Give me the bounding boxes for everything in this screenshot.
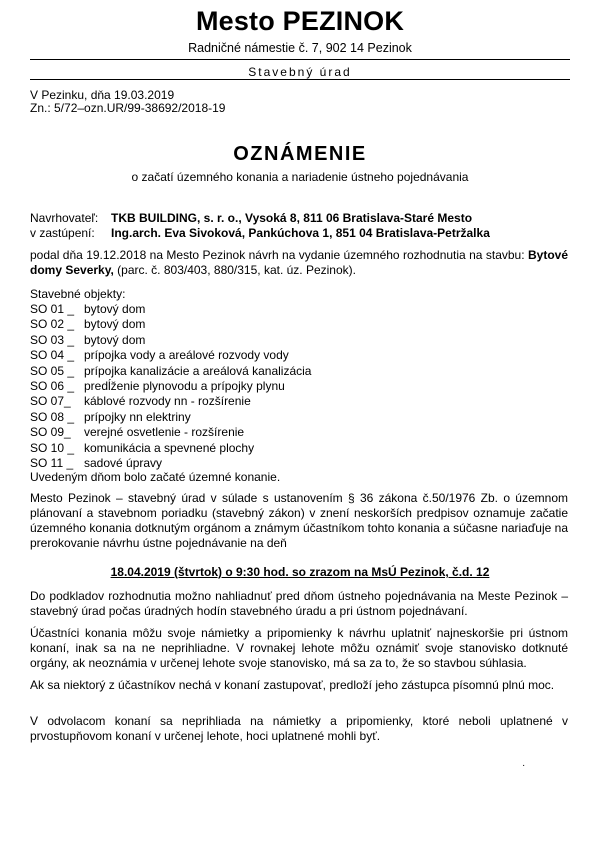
object-name: verejné osvetlenie - rozšírenie [84, 425, 245, 440]
city-address: Radničné námestie č. 7, 902 14 Pezinok [188, 41, 412, 55]
object-name: prípojka kanalizácie a areálová kanalizácia [84, 363, 312, 378]
object-code: SO 11 _ [30, 455, 74, 470]
stray-mark: · [522, 760, 526, 771]
applicant-label: Navrhovateľ: [30, 211, 99, 225]
object-code: SO 10 _ [30, 440, 75, 455]
object-name: komunikácia a spevnené plochy [84, 440, 255, 455]
object-code: SO 07_ [30, 394, 71, 409]
application-text: podal dňa 19.12.2018 na Mesto Pezinok návrh na vydanie územného rozhodnutia na stavbu: [30, 248, 525, 262]
proceeding-started: Uvedeným dňom bolo začaté územné konanie. [30, 470, 281, 484]
applicant-value: TKB BUILDING, s. r. o., Vysoká 8, 811 06 Bratislava-Staré Mesto [111, 211, 473, 225]
object-code: SO 08 _ [30, 409, 75, 424]
objects-heading: Stavebné objekty: [30, 287, 126, 301]
object-name: bytový dom [84, 302, 146, 316]
parcel-numbers: (parc. č. 803/403, 880/315, kat. úz. Pezinok). [117, 263, 356, 277]
header-rule-top [30, 59, 570, 60]
notice-subtitle: o začatí územného konania a nariadenie ústneho pojednávania [131, 170, 469, 184]
hearing-date: 18.04.2019 (štvrtok) o 9:30 hod. so zrazom na MsÚ Pezinok, č.d. 12 [110, 565, 490, 579]
object-name: bytový dom [84, 317, 146, 332]
representative-value: Ing.arch. Eva Sivoková, Pankúchova 1, 851 04 Bratislava-Petržalka [111, 226, 490, 240]
object-code: SO 02 _ [30, 317, 75, 332]
header-rule-bottom [30, 79, 570, 80]
objections-paragraph: Účastníci konania môžu svoje námietky a pripomienky k návrhu uplatniť najneskoršie pri ústnom konaní, inak sa na ne neprihliadne. V rovnakej lehote môžu oznámiť svoje stanovisko dotknuté orgány, ak neoznámia v určenej lehote svoje stanovisko, má sa za to, že so stavbou súhlasia. [30, 626, 568, 670]
file-number: Zn.: 5/72–ozn.UR/99-38692/2018-19 [30, 101, 226, 115]
object-name: prípojka vody a areálové rozvody vody [84, 348, 289, 363]
city-name: Mesto PEZINOK [195, 6, 405, 36]
announcement-paragraph: Mesto Pezinok – stavebný úrad v súlade s ustanovením § 36 zákona č.50/1976 Zb. o územnom plánovaní a stavebnom poriadku (stavebný zákon) v znení neskorších predpisov oznamuje začatie územného konania dotknutým orgánom a známym účastníkom tohto konania a súčasne nariaďuje na prerokovanie návrhu ústne pojednávanie na deň [30, 491, 568, 550]
object-code: SO 01 _ [30, 302, 75, 316]
object-name: prípojky nn elektriny [84, 409, 191, 424]
notice-title: OZNÁMENIE [233, 143, 367, 165]
proxy-paragraph: Ak sa niektorý z účastníkov nechá v konaní zastupovať, predloží jeho zástupca písomnú plnú moc. [30, 678, 555, 692]
project-name: Bytové domy Severky, [30, 248, 568, 277]
appeal-paragraph: V odvolacom konaní sa neprihliada na námietky a pripomienky, ktoré neboli uplatnené v prvostupňovom konaní v určenej lehote, hoci uplatnené mohli byť. [30, 714, 568, 743]
object-name: sadové úpravy [84, 455, 163, 470]
representative-label: v zastúpení: [30, 226, 95, 240]
object-name: predĺženie plynovodu a prípojky plynu [84, 378, 285, 393]
application-paragraph [30, 248, 568, 278]
object-code: SO 09_ [30, 425, 71, 440]
place-date: V Pezinku, dňa 19.03.2019 [30, 88, 175, 102]
object-code: SO 06 _ [30, 378, 75, 393]
object-name: bytový dom [84, 332, 146, 347]
object-name: káblové rozvody nn - rozšírenie [84, 394, 251, 409]
object-code: SO 05 _ [30, 363, 75, 378]
documents-paragraph: Do podkladov rozhodnutia možno nahliadnuť pred dňom ústneho pojednávania na Meste Pezinok – stavebný úrad počas úradných hodín stavebného úradu a pri ústnom pojednávaní. [30, 589, 568, 618]
object-code: SO 03 _ [30, 332, 75, 347]
object-code: SO 04 _ [30, 348, 75, 363]
office-name: Stavebný úrad [248, 65, 352, 79]
